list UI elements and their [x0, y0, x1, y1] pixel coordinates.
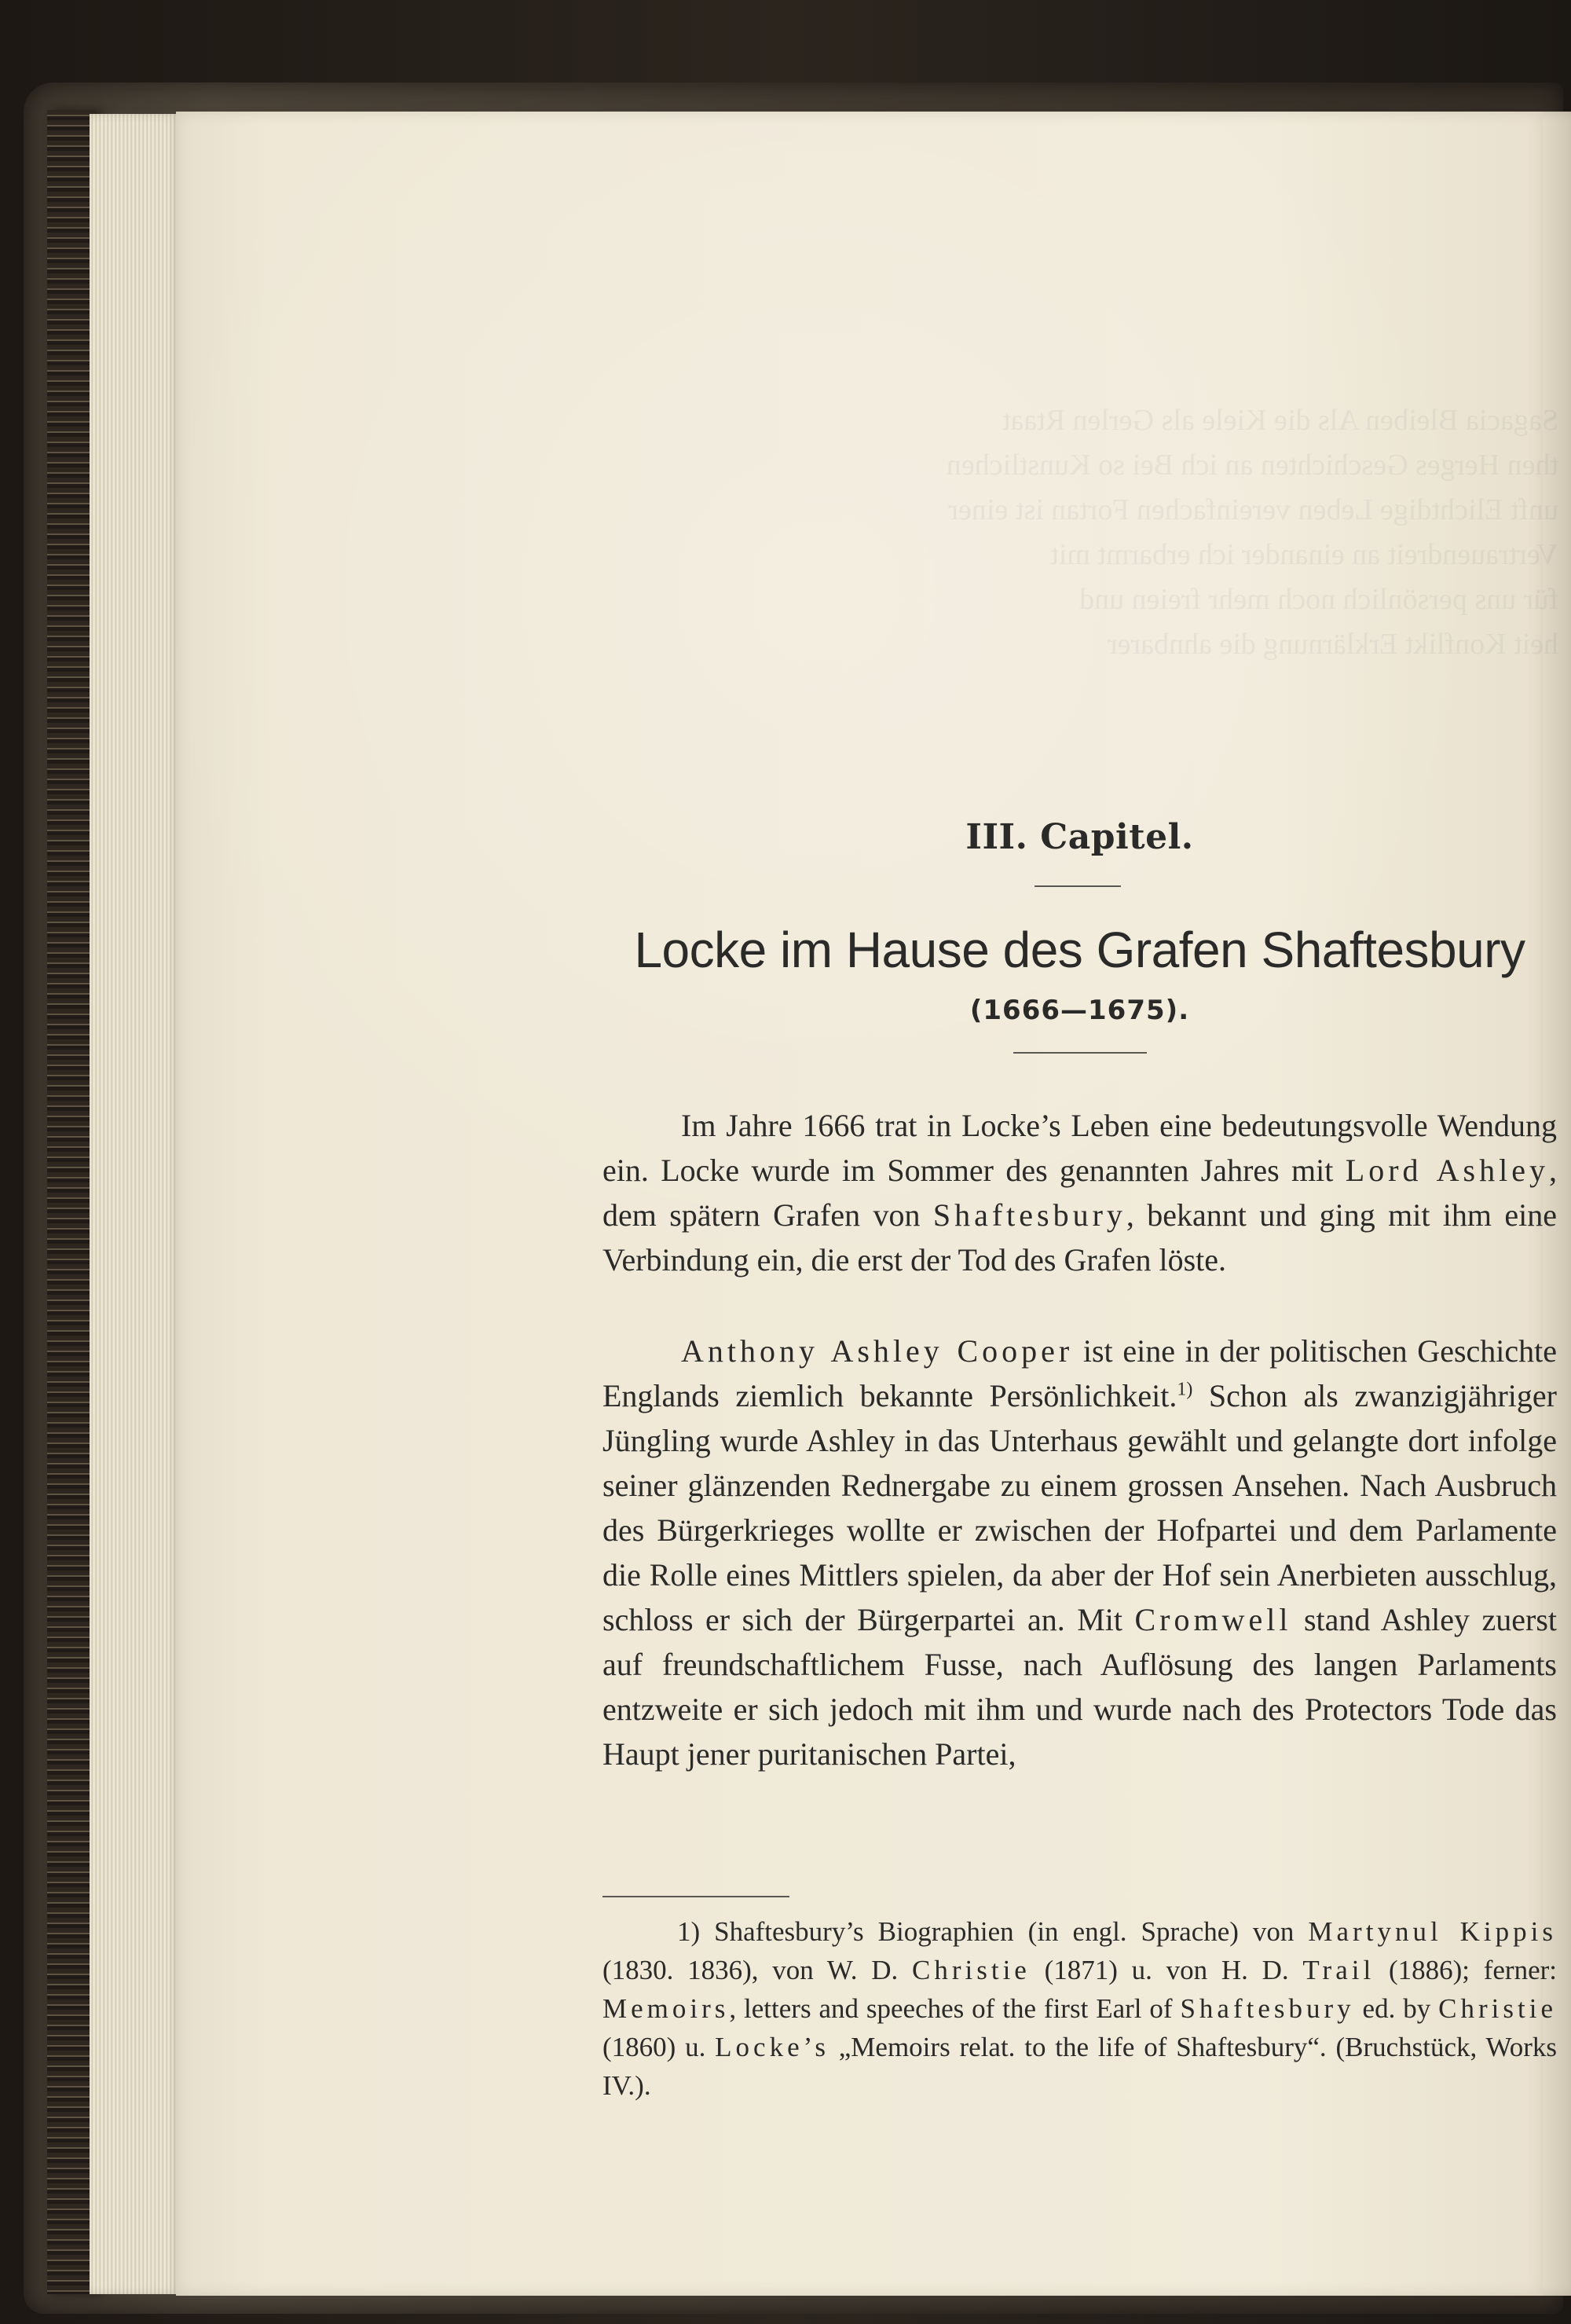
footnote-author-5: Locke’s [715, 2032, 829, 2062]
paragraph-2-text-3: stand Ashley zuerst auf freundschaftlichem Fusse, nach Auflösung des langen Parlaments entzweite er sich jedoch mit ihm und wurde nach des Protectors Tode das Haupt jener puritanischen Partei, [602, 1602, 1557, 1772]
footnote-text-8: „Memoirs relat. to the life of Shaftesbury“. (Bruchstück, Works IV.). [602, 2032, 1557, 2101]
footnote-divider [602, 1896, 789, 1897]
footnote-text-2: (1830. 1836), von W. D. [602, 1955, 912, 1985]
paragraph-1-text-3: , bekannt und ging mit ihm eine Verbindung ein, die erst der Tod des Grafen löste. [602, 1197, 1557, 1277]
paragraph-1-text-2: , dem spätern Grafen von [602, 1153, 1557, 1233]
cromwell-name: Cromwell [1134, 1602, 1292, 1637]
footnote-text-5: , letters and speeches of the first Earl of [729, 1993, 1181, 2024]
footnote-reference: 1) [1177, 1379, 1193, 1400]
paragraph-2-text-1: ist eine in der politischen Geschichte Englands ziemlich bekannte Persönlichkeit. [602, 1333, 1557, 1413]
chapter-divider [1035, 885, 1121, 887]
footnote-author-4: Christie [1438, 1993, 1557, 2024]
footnote-text-7: (1860) u. [602, 2032, 716, 2062]
chapter-dates: (1666—1675). [969, 995, 1190, 1026]
footnote-text-1: Shaftesbury’s Biographien (in engl. Sprache) von [700, 1916, 1309, 1947]
footnote-author-3: Trail [1302, 1955, 1375, 1985]
paragraph-2-text-2: Schon als zwanzigjähriger Jüngling wurde Ashley in das Unterhaus gewählt und gelangte dort infolge seiner glänzenden Rednergabe zu einem grossen Ansehen. Nach Ausbruch des Bürgerkrieges wollte er zwischen der Hofpartei und dem Parlamente die Rolle eines Mittlers spielen, da aber der Hof sein Anerbieten ausschlug, schloss er sich der Bürgerpartei an. Mit [602, 1378, 1557, 1637]
chapter-number: III. Capitel. [965, 817, 1194, 857]
lord-ashley-name: Lord Ashley [1345, 1153, 1549, 1188]
anthony-ashley-cooper-name: Anthony Ashley Cooper [681, 1333, 1074, 1369]
page-edges [90, 114, 182, 2294]
paragraph-1 [602, 1103, 1557, 1282]
footnote-memoirs: Memoirs [602, 1993, 730, 2024]
footnote [602, 1912, 1557, 2105]
show-through-text: Sagacia Bleiben Als die Kiele als Gerlen Rtaat then Herges Geschichten an ich Bei so Kunstlichen unft Elichtdige Leben vereinfachen Fortan ist einer Vertrauendreit an einander ich erbarmt mit für uns persönlich noch mehr freien und heit Konflikt Erklärnung die ahnbarer [946, 404, 1558, 661]
footnote-shaftesbury: Shaftesbury [1180, 1993, 1355, 2024]
footnote-author-2: Christie [912, 1955, 1031, 1985]
book-spine [47, 110, 96, 2294]
footnote-text-6: ed. by [1354, 1993, 1439, 2024]
footnote-marker: 1) [677, 1916, 701, 1947]
chapter-title: Locke im Hause des Grafen Shaftesbury [634, 922, 1525, 978]
footnote-text-4: (1886); ferner: [1375, 1955, 1557, 1985]
title-divider [1013, 1052, 1147, 1054]
paragraph-1-text-1: Im Jahre 1666 trat in Locke’s Leben eine bedeutungsvolle Wendung ein. Locke wurde im Sommer des genannten Jahres mit [602, 1108, 1557, 1188]
shaftesbury-name: Shaftesbury [932, 1197, 1126, 1233]
book-page [176, 112, 1558, 2296]
footnote-author-1: Martynul Kippis [1308, 1916, 1557, 1947]
footnote-text-3: (1871) u. von H. D. [1030, 1955, 1303, 1985]
paragraph-2 [602, 1329, 1557, 1776]
